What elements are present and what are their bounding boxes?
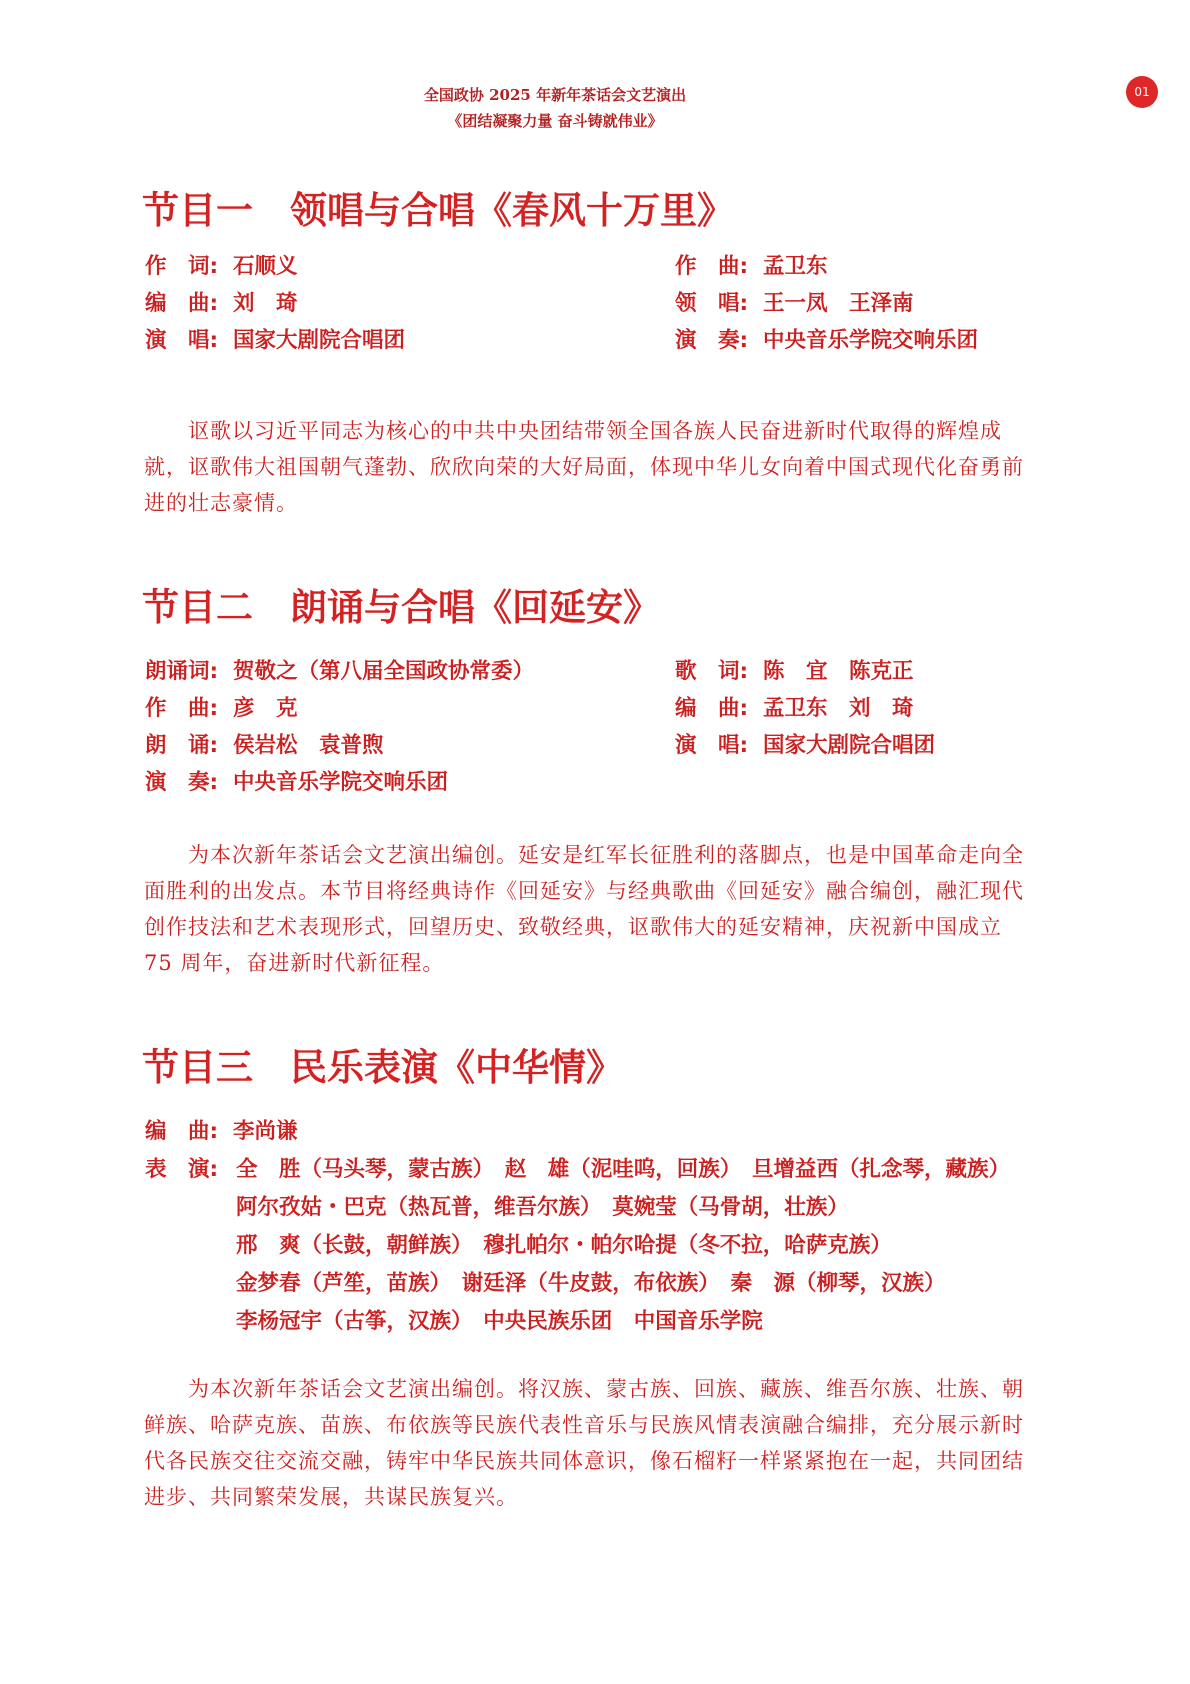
- program-3-performer-line: 全 胜（马头琴，蒙古族） 赵 雄（泥哇呜，回族） 旦增益西（扎念琴，藏族）: [236, 1157, 1011, 1182]
- program-2-credit-composer: 作 曲: 彦 克: [145, 696, 298, 721]
- page-header: [0, 82, 1110, 134]
- program-1-credit-orchestra: 演 奏: 中央音乐学院交响乐团: [675, 328, 979, 353]
- program-3-description: 为本次新年茶话会文艺演出编创。将汉族、蒙古族、回族、藏族、维吾尔族、壮族、朝鲜族、哈萨克族、苗族、布依族等民族代表性音乐与民族风情表演融合编排，充分展示新时代各民族交往交流交融，铸牢中华民族共同体意识，像石榴籽一样紧紧抱在一起，共同团结进步、共同繁荣发展，共谋民族复兴。: [144, 1377, 1024, 1509]
- program-2-description: 为本次新年茶话会文艺演出编创。延安是红军长征胜利的落脚点，也是中国革命走向全面胜利的出发点。本节目将经典诗作《回延安》与经典歌曲《回延安》融合编创，融汇现代创作技法和艺术表现形式，回望历史、致敬经典，讴歌伟大的延安精神，庆祝新中国成立 75 周年，奋进新时代新征程。: [144, 843, 1024, 975]
- program-3-performer-line: 阿尔孜姑・巴克（热瓦普，维吾尔族） 莫婉莹（马骨胡，壮族）: [236, 1195, 849, 1220]
- header-theme: 《团结凝聚力量 奋斗铸就伟业》: [447, 112, 663, 130]
- program-1-credit-choir: 演 唱: 国家大剧院合唱团: [145, 328, 406, 353]
- program-1-credit-lyricist: 作 词: 石顺义: [145, 254, 298, 279]
- program-3-performers-label: 表 演:: [145, 1157, 219, 1182]
- program-2-credit-orchestra: 演 奏: 中央音乐学院交响乐团: [145, 770, 449, 795]
- program-1-description: 讴歌以习近平同志为核心的中共中央团结带领全国各族人民奋进新时代取得的辉煌成就，讴歌伟大祖国朝气蓬勃、欣欣向荣的大好局面，体现中华儿女向着中国式现代化奋勇前进的壮志豪情。: [144, 419, 1024, 515]
- program-3-performer-line: 邢 爽（长鼓，朝鲜族） 穆扎帕尔・帕尔哈提（冬不拉，哈萨克族）: [236, 1233, 892, 1258]
- program-2-title: 节目二 朗诵与合唱《回延安》: [142, 585, 660, 629]
- program-2-credit-choir: 演 唱: 国家大剧院合唱团: [675, 733, 936, 758]
- page-number-badge: 01: [1126, 76, 1158, 108]
- program-2-credit-recitation-text: 朗诵词: 贺敬之（第八届全国政协常委）: [145, 659, 535, 684]
- program-1-credit-composer: 作 曲: 孟卫东: [675, 254, 828, 279]
- header-event-title: 全国政协 2025 年新年茶话会文艺演出: [423, 86, 687, 104]
- program-1-title: 节目一 领唱与合唱《春风十万里》: [142, 188, 734, 232]
- program-1-credit-arranger: 编 曲: 刘 琦: [145, 291, 298, 316]
- program-1-credit-lead-singer: 领 唱: 王一凤 王泽南: [675, 291, 914, 316]
- program-2-credit-lyrics: 歌 词: 陈 宜 陈克正: [675, 659, 914, 684]
- program-3-performer-line: 金梦春（芦笙，苗族） 谢廷泽（牛皮鼓，布依族） 秦 源（柳琴，汉族）: [236, 1271, 946, 1296]
- program-3-performer-line: 李杨冠宇（古筝，汉族） 中央民族乐团 中国音乐学院: [236, 1309, 763, 1334]
- program-2-credit-reciters: 朗 诵: 侯岩松 袁普煦: [145, 733, 384, 758]
- program-3-title: 节目三 民乐表演《中华情》: [142, 1045, 623, 1089]
- program-3-credit-arranger: 编 曲: 李尚谦: [145, 1119, 298, 1144]
- program-2-credit-arranger: 编 曲: 孟卫东 刘 琦: [675, 696, 914, 721]
